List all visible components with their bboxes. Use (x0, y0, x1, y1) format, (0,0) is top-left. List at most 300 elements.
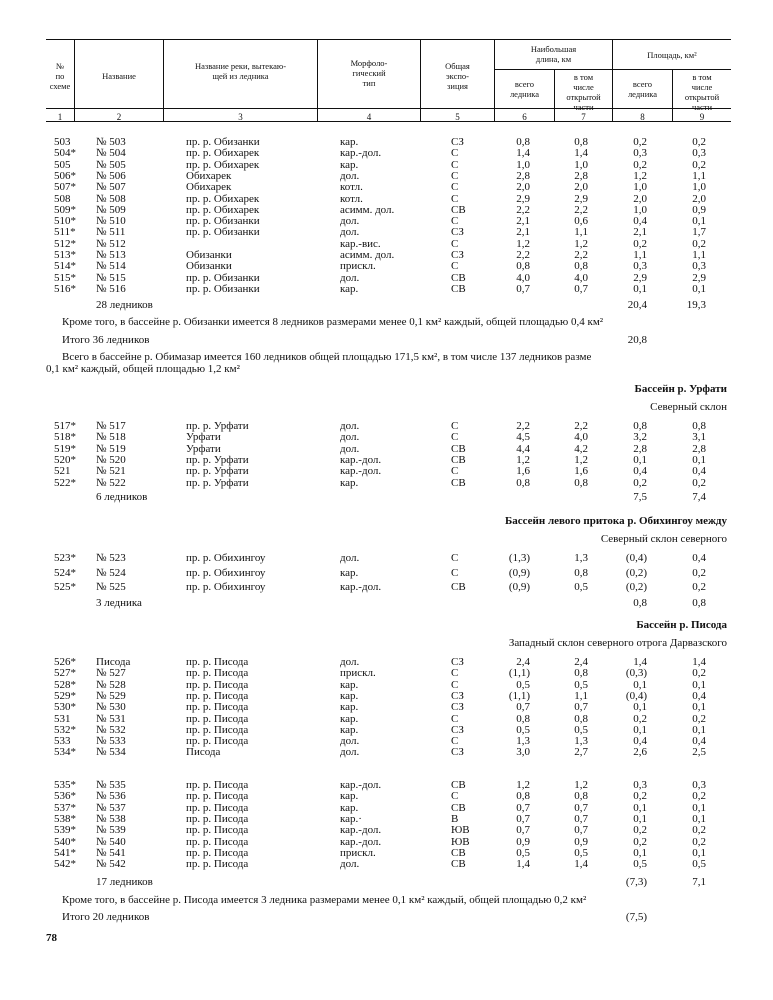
glacier-name: № 511 (96, 226, 126, 239)
header-col-morph: Морфоло- гический тип (350, 58, 388, 88)
length-total: 1,2 (516, 237, 530, 250)
column-number: 8 (640, 112, 645, 122)
exposure: С (451, 158, 459, 171)
exposure: ЮВ (451, 835, 470, 848)
length-total: 0,5 (516, 678, 530, 691)
river-name: пр. р. Обизанки (186, 215, 260, 228)
length-total: 0,5 (516, 846, 530, 859)
morph-type: дол. (340, 858, 360, 871)
table-row (0, 582, 773, 593)
glacier-name: № 507 (96, 181, 126, 194)
length-total: 0,7 (516, 812, 530, 825)
length-open: 0,8 (574, 476, 588, 489)
glacier-name: № 512 (96, 237, 126, 250)
length-open: 0,8 (574, 566, 588, 579)
exposure: В (451, 812, 459, 825)
area-total: 0,5 (633, 858, 647, 871)
glacier-number: 509* (54, 203, 76, 216)
glacier-number: 537* (54, 801, 76, 814)
header-top-rule (46, 39, 731, 40)
length-open: 2,4 (574, 656, 588, 668)
exposure: С (451, 260, 459, 273)
morph-type: асимм. дол. (340, 249, 395, 261)
glacier-name: № 518 (96, 431, 126, 444)
area-total: 0,3 (633, 779, 647, 791)
area-open: 0,5 (692, 858, 706, 871)
area-open: 1,1 (692, 169, 706, 182)
area-total: 0,2 (633, 712, 647, 725)
column-number: 7 (581, 112, 586, 122)
length-total: 1,2 (516, 453, 530, 466)
area-open: 0,2 (692, 566, 706, 579)
itogo-label: Итого 36 ледников (62, 334, 150, 346)
area-total: 2,8 (633, 442, 647, 455)
exposure: СЗ (451, 689, 464, 702)
area-open: 0,1 (692, 846, 706, 859)
length-open: 0,7 (574, 701, 588, 714)
length-open: 1,2 (574, 779, 588, 791)
morph-type: дол. (340, 169, 360, 182)
table-row (0, 859, 773, 870)
exposure: СЗ (451, 723, 464, 736)
river-name: пр. р. Урфати (186, 420, 249, 432)
header-col-number: № по схеме (49, 61, 71, 91)
header-group-area: Площадь, км² (647, 50, 697, 60)
summary-total: 0,8 (633, 597, 647, 609)
river-name: пр. р. Обизанки (186, 136, 260, 148)
morph-type: дол. (340, 552, 360, 564)
morph-type: кар.-дол. (340, 581, 382, 593)
section-title: Бассейн р. Урфати (634, 383, 727, 395)
river-name: пр. р. Писода (186, 678, 249, 691)
river-name: пр. р. Писода (186, 858, 249, 871)
glacier-number: 515* (54, 271, 76, 284)
length-total: 0,8 (516, 476, 530, 489)
table-row (0, 568, 773, 579)
table-row (0, 553, 773, 564)
morph-type: кар. (340, 801, 359, 814)
glacier-name: № 530 (96, 701, 126, 714)
length-total: 2,1 (516, 215, 530, 228)
table-row (0, 194, 773, 205)
morph-type: дол. (340, 431, 360, 444)
glacier-number: 541* (54, 846, 76, 859)
length-total: 0,9 (516, 835, 530, 848)
exposure: СЗ (451, 136, 464, 148)
glacier-number: 532* (54, 723, 76, 736)
river-name: пр. р. Писода (186, 801, 249, 814)
area-total: 1,0 (633, 203, 647, 216)
river-name: пр. р. Писода (186, 667, 249, 680)
glacier-number: 526* (54, 656, 76, 668)
length-total: (1,1) (508, 689, 530, 702)
river-name: пр. р. Обихарек (186, 203, 260, 216)
length-open: 0,8 (574, 667, 588, 680)
morph-type: дол. (340, 656, 360, 668)
glacier-number: 521 (54, 465, 71, 478)
length-open: 2,2 (574, 249, 588, 261)
area-open: 2,9 (692, 271, 706, 284)
length-total: 1,6 (516, 465, 530, 478)
glacier-name: № 521 (96, 465, 126, 478)
area-total: 2,1 (633, 226, 647, 239)
length-total: 4,4 (516, 442, 530, 455)
area-open: 2,0 (692, 192, 706, 205)
river-name: пр. р. Обихарек (186, 147, 260, 160)
glacier-name: № 504 (96, 147, 126, 160)
river-name: пр. р. Писода (186, 790, 249, 803)
glacier-number: 531 (54, 712, 71, 725)
glacier-name: № 542 (96, 858, 126, 871)
river-name: пр. р. Обизанки (186, 226, 260, 239)
glacier-number: 518* (54, 431, 76, 444)
river-name: пр. р. Обихарек (186, 192, 260, 205)
glacier-name: № 509 (96, 203, 126, 216)
length-total: 0,7 (516, 701, 530, 714)
glacier-number: 514* (54, 260, 76, 273)
length-total: 0,8 (516, 712, 530, 725)
glacier-number: 511* (54, 226, 76, 239)
river-name: Урфати (186, 442, 221, 455)
length-total: 3,0 (516, 746, 530, 759)
column-number: 2 (116, 112, 122, 122)
glacier-name: № 503 (96, 136, 126, 148)
exposure: СВ (451, 442, 466, 455)
morph-type: дол. (340, 215, 360, 228)
glacier-number: 527* (54, 667, 76, 680)
header-group-length: Наибольшая длина, км (530, 44, 577, 64)
area-total: 2,9 (633, 271, 647, 284)
section-subtitle: Северный склон (650, 401, 727, 413)
area-open: 0,3 (692, 147, 706, 160)
summary-open: 7,1 (692, 876, 706, 888)
length-open: 2,0 (574, 181, 588, 194)
summary-total: 20,4 (627, 299, 647, 311)
basin-note: 0,1 км² каждый, общей площадью 1,2 км² (46, 363, 240, 375)
river-name: пр. р. Писода (186, 712, 249, 725)
area-total: 0,3 (633, 260, 647, 273)
exposure: СЗ (451, 249, 464, 261)
area-total: 0,4 (633, 215, 647, 228)
river-name: пр. р. Обихингоу (186, 581, 266, 593)
morph-type: кар.-дол. (340, 835, 382, 848)
area-open: 1,4 (692, 656, 706, 668)
glacier-number: 528* (54, 678, 76, 691)
exposure: С (451, 667, 459, 680)
area-total: 2,6 (633, 746, 647, 759)
area-total: 0,2 (633, 237, 647, 250)
river-name: пр. р. Урфати (186, 453, 249, 466)
area-open: 0,2 (692, 581, 706, 593)
length-total: (0,9) (508, 566, 530, 579)
area-total: 2,0 (633, 192, 647, 205)
glacier-name: № 525 (96, 581, 126, 593)
morph-type: кар. (340, 476, 359, 489)
morph-type: дол. (340, 746, 360, 759)
glacier-number: 504* (54, 147, 76, 160)
length-total: (0,9) (508, 581, 530, 593)
exposure: СВ (451, 476, 466, 489)
area-open: 1,7 (692, 226, 706, 239)
length-open: 2,9 (574, 192, 588, 205)
exposure: С (451, 566, 459, 579)
area-total: 0,1 (633, 812, 647, 825)
river-name: Обизанки (186, 249, 232, 261)
length-total: 2,1 (516, 226, 530, 239)
glacier-number: 519* (54, 442, 76, 455)
table-row (0, 444, 773, 455)
length-open: 0,5 (574, 846, 588, 859)
table-row (0, 261, 773, 272)
morph-type: кар.-дол. (340, 824, 382, 837)
area-open: 0,1 (692, 282, 706, 295)
river-name: пр. р. Писода (186, 824, 249, 837)
river-name: пр. р. Писода (186, 779, 249, 791)
area-open: 0,2 (692, 237, 706, 250)
area-open: 0,2 (692, 476, 706, 489)
glacier-number: 516* (54, 282, 76, 295)
glacier-name: № 524 (96, 566, 126, 579)
area-total: 0,1 (633, 282, 647, 295)
river-name: пр. р. Писода (186, 723, 249, 736)
exposure: С (451, 215, 459, 228)
glacier-name: № 539 (96, 824, 126, 837)
glacier-name: № 540 (96, 835, 126, 848)
area-total: (0,4) (625, 689, 647, 702)
exposure: С (451, 192, 459, 205)
table-row (0, 273, 773, 284)
table-row (0, 432, 773, 443)
morph-type: дол. (340, 226, 360, 239)
section-title: Бассейн левого притока р. Обихингоу между (505, 515, 727, 527)
section-subtitle: Северный склон северного (600, 533, 727, 545)
area-total: 0,1 (633, 453, 647, 466)
river-name: пр. р. Писода (186, 846, 249, 859)
summary-label: 28 ледников (96, 299, 153, 311)
river-name: пр. р. Урфати (186, 465, 249, 478)
glacier-name: № 527 (96, 667, 126, 680)
length-total: 2,2 (516, 203, 530, 216)
area-total: 0,1 (633, 846, 647, 859)
river-name: Обихарек (186, 169, 232, 182)
morph-type: кар.-вис. (340, 237, 381, 250)
glacier-number: 522* (54, 476, 76, 489)
itogo-value: (7,5) (625, 911, 647, 923)
length-open: 2,2 (574, 420, 588, 432)
morph-type: прискл. (340, 260, 376, 273)
glacier-number: 533 (54, 735, 71, 748)
morph-type: кар. (340, 282, 359, 295)
river-name: Обизанки (186, 260, 232, 273)
area-total: 0,3 (633, 147, 647, 160)
area-total: 0,2 (633, 158, 647, 171)
length-open: 4,0 (574, 271, 588, 284)
summary-open: 0,8 (692, 597, 706, 609)
exposure: С (451, 552, 459, 564)
length-open: 0,8 (574, 136, 588, 148)
summary-open: 19,3 (686, 299, 706, 311)
exposure: С (451, 712, 459, 725)
length-open: 4,2 (574, 442, 588, 455)
itogo-value: 20,8 (627, 334, 647, 346)
length-open: 1,2 (574, 453, 588, 466)
header-col-name: Название (102, 71, 136, 81)
exposure: С (451, 790, 459, 803)
area-total: 0,4 (633, 735, 647, 748)
morph-type: кар.-дол. (340, 453, 382, 466)
header-middle-rule (46, 108, 731, 109)
morph-type: кар. (340, 136, 359, 148)
area-open: 2,8 (692, 442, 706, 455)
area-open: 0,1 (692, 453, 706, 466)
summary-total: 7,5 (633, 491, 647, 503)
length-open: 0,7 (574, 801, 588, 814)
column-number: 9 (699, 112, 705, 122)
exposure: С (451, 465, 459, 478)
area-open: 0,2 (692, 158, 706, 171)
river-name: пр. р. Писода (186, 812, 249, 825)
area-total: 0,1 (633, 723, 647, 736)
length-open: 1,6 (574, 465, 588, 478)
glacier-name: № 532 (96, 723, 126, 736)
river-name: пр. р. Писода (186, 689, 249, 702)
area-open: 0,1 (692, 801, 706, 814)
table-row (0, 466, 773, 477)
river-name: Обихарек (186, 181, 232, 194)
length-open: 1,3 (574, 735, 588, 748)
area-open: 1,0 (692, 181, 706, 194)
area-total: 0,1 (633, 678, 647, 691)
exposure: СВ (451, 453, 466, 466)
exposure: С (451, 678, 459, 691)
table-row (0, 702, 773, 713)
length-total: 0,8 (516, 136, 530, 148)
glacier-name: № 541 (96, 846, 126, 859)
morph-type: дол. (340, 420, 360, 432)
summary-label: 3 ледника (96, 597, 142, 609)
area-total: 0,4 (633, 465, 647, 478)
length-open: 1,1 (574, 689, 588, 702)
column-number: 6 (522, 112, 527, 122)
length-open: 0,5 (574, 581, 588, 593)
glacier-name: № 516 (96, 282, 126, 295)
exposure: СЗ (451, 746, 464, 759)
length-total: 0,8 (516, 790, 530, 803)
area-total: 0,2 (633, 790, 647, 803)
glacier-name: № 529 (96, 689, 126, 702)
column-number: 3 (238, 112, 243, 122)
length-total: 0,7 (516, 824, 530, 837)
length-total: (1,1) (508, 667, 530, 680)
glacier-number: 517* (54, 420, 76, 432)
area-open: 0,2 (692, 712, 706, 725)
length-total: 2,0 (516, 181, 530, 194)
length-total: 2,9 (516, 192, 530, 205)
exposure: С (451, 431, 459, 444)
table-row (0, 160, 773, 171)
table-row (0, 791, 773, 802)
area-total: (0,2) (625, 581, 647, 593)
glacier-name: № 533 (96, 735, 126, 748)
header-col-length-total: всего ледника (509, 79, 540, 99)
area-total: 1,1 (633, 249, 647, 261)
column-number: 4 (366, 112, 372, 122)
river-name: пр. р. Обихингоу (186, 566, 266, 579)
glacier-number: 542* (54, 858, 76, 871)
glacier-name: № 506 (96, 169, 126, 182)
exposure: С (451, 237, 459, 250)
exposure: СВ (451, 801, 466, 814)
morph-type: асимм. дол. (340, 203, 395, 216)
length-total: 2,4 (516, 656, 530, 668)
length-total: 1,2 (516, 779, 530, 791)
column-number: 1 (57, 112, 63, 122)
exposure: СВ (451, 779, 466, 791)
morph-type: кар. (340, 158, 359, 171)
area-total: 1,2 (633, 169, 647, 182)
glacier-number: 513* (54, 249, 76, 261)
morph-type: дол. (340, 442, 360, 455)
area-open: 0,4 (692, 735, 706, 748)
area-total: (0,3) (625, 667, 647, 680)
area-open: 0,1 (692, 701, 706, 714)
length-open: 0,8 (574, 790, 588, 803)
glacier-name: № 537 (96, 801, 126, 814)
morph-type: кар.-дол. (340, 465, 382, 478)
length-total: 0,7 (516, 282, 530, 295)
table-row (0, 747, 773, 758)
glacier-number: 523* (54, 552, 76, 564)
exposure: С (451, 181, 459, 194)
morph-type: котл. (340, 181, 363, 194)
length-total: 4,0 (516, 271, 530, 284)
length-open: 0,5 (574, 678, 588, 691)
area-open: 0,1 (692, 678, 706, 691)
length-open: 0,6 (574, 215, 588, 228)
area-open: 0,4 (692, 689, 706, 702)
table-row (0, 825, 773, 836)
area-open: 0,2 (692, 835, 706, 848)
area-total: (0,2) (625, 566, 647, 579)
glacier-number: 510* (54, 215, 76, 228)
table-row (0, 680, 773, 691)
column-number: 5 (455, 112, 460, 122)
glacier-number: 503 (54, 136, 71, 148)
area-open: 0,1 (692, 215, 706, 228)
area-open: 0,2 (692, 667, 706, 680)
length-open: 0,9 (574, 835, 588, 848)
exposure: СВ (451, 846, 466, 859)
morph-type: дол. (340, 735, 360, 748)
glacier-number: 529* (54, 689, 76, 702)
glacier-name: № 535 (96, 779, 126, 791)
area-total: 0,1 (633, 701, 647, 714)
exposure: С (451, 420, 459, 432)
length-total: 4,5 (516, 431, 530, 444)
table-row (0, 182, 773, 193)
table-row (0, 227, 773, 238)
area-total: 0,8 (633, 420, 647, 432)
header-col-area-total: всего ледника (627, 79, 658, 99)
area-open: 0,4 (692, 465, 706, 478)
morph-type: кар. (340, 678, 359, 691)
length-total: 0,8 (516, 260, 530, 273)
river-name: пр. р. Писода (186, 701, 249, 714)
area-open: 0,1 (692, 812, 706, 825)
length-open: 1,1 (574, 226, 588, 239)
length-open: 1,2 (574, 237, 588, 250)
glacier-number: 508 (54, 192, 71, 205)
